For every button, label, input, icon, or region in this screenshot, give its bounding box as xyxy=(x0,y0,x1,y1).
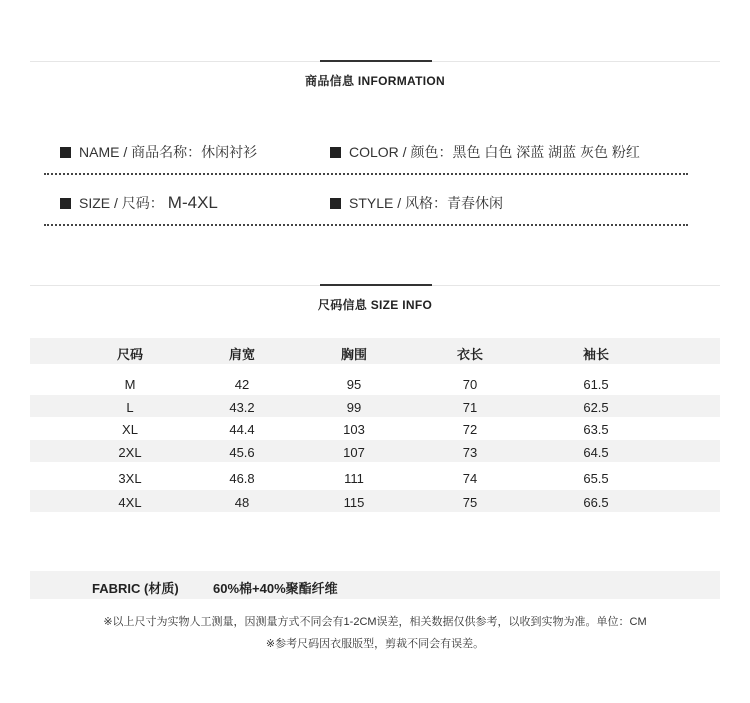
table-cell: 73 xyxy=(462,445,478,460)
info-style-text: STYLE / 风格：青春休闲 xyxy=(349,195,504,211)
note-line-2: ※参考尺码因衣服版型，剪裁不同会有误差。 xyxy=(265,638,485,650)
info-section-accent xyxy=(320,60,432,62)
table-header-cell: 胸围 xyxy=(340,347,367,362)
table-cell: 46.8 xyxy=(229,471,255,486)
table-cell: 65.5 xyxy=(583,471,609,486)
info-name-text: NAME / 商品名称：休闲衬衫 xyxy=(79,144,258,160)
dotted-divider xyxy=(44,224,688,226)
dotted-divider xyxy=(44,173,688,175)
table-cell: 4XL xyxy=(118,495,142,510)
bullet-square-icon xyxy=(330,147,341,158)
table-cell: 62.5 xyxy=(583,400,609,415)
fabric-label: FABRIC (材质) xyxy=(92,581,179,596)
table-cell: M xyxy=(124,377,136,392)
table-cell: 45.6 xyxy=(229,445,255,460)
table-header-cell: 肩宽 xyxy=(228,347,255,362)
table-cell: 95 xyxy=(346,377,362,392)
table-cell: 75 xyxy=(462,495,478,510)
table-cell: XL xyxy=(122,422,138,437)
table-cell: 43.2 xyxy=(229,400,255,415)
table-cell: 74 xyxy=(462,471,478,486)
info-color xyxy=(330,142,640,162)
bullet-square-icon xyxy=(60,147,71,158)
info-size-label: SIZE / 尺码： xyxy=(79,195,164,211)
table-cell: 42 xyxy=(234,377,250,392)
table-header-cell: 尺码 xyxy=(116,347,143,362)
table-cell: 66.5 xyxy=(583,495,609,510)
table-cell: 44.4 xyxy=(229,422,255,437)
table-cell: 3XL xyxy=(118,471,142,486)
table-cell: 48 xyxy=(234,495,250,510)
table-cell: 70 xyxy=(462,377,478,392)
info-size xyxy=(60,193,218,213)
table-cell: 115 xyxy=(343,495,365,510)
table-header-cell: 衣长 xyxy=(456,347,483,362)
info-style xyxy=(330,193,503,213)
table-cell: 107 xyxy=(343,445,365,460)
info-section-title: 商品信息 INFORMATION xyxy=(305,74,445,88)
table-cell: 103 xyxy=(343,422,365,437)
table-header-cell: 袖长 xyxy=(582,347,609,362)
table-cell: L xyxy=(126,400,134,415)
table-cell: 63.5 xyxy=(583,422,609,437)
table-cell: 64.5 xyxy=(583,445,609,460)
info-name xyxy=(60,142,257,162)
table-cell: 61.5 xyxy=(583,377,609,392)
info-color-text: COLOR / 颜色：黑色 白色 深蓝 湖蓝 灰色 粉红 xyxy=(349,144,640,160)
size-section-title: 尺码信息 SIZE INFO xyxy=(317,298,433,312)
table-cell: 99 xyxy=(346,400,362,415)
bullet-square-icon xyxy=(60,198,71,209)
table-cell: 2XL xyxy=(118,445,142,460)
table-cell: 111 xyxy=(344,471,364,486)
note-line-1: ※以上尺寸为实物人工测量，因测量方式不同会有1-2CM误差，相关数据仅供参考，以收到实物为准。单位：CM xyxy=(103,616,647,628)
table-cell: 72 xyxy=(462,422,478,437)
fabric-value: 60%棉+40%聚酯纤维 xyxy=(213,581,338,596)
table-cell: 71 xyxy=(462,400,478,415)
info-size-value: M-4XL xyxy=(167,193,218,212)
bullet-square-icon xyxy=(330,198,341,209)
size-section-accent xyxy=(320,284,432,286)
